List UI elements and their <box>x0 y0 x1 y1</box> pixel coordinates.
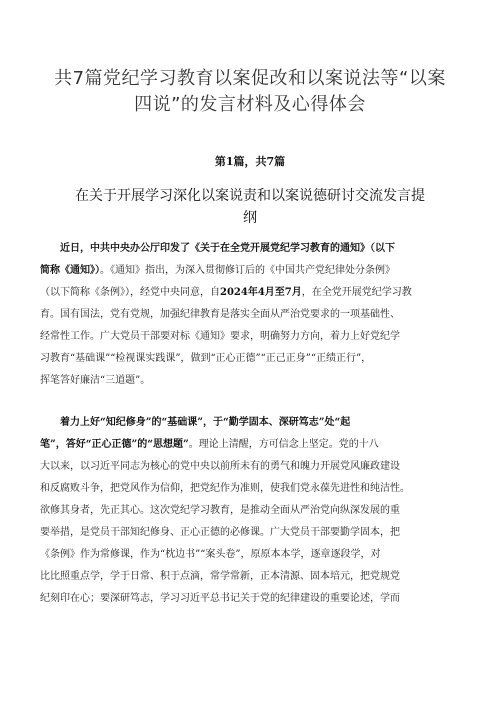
text-run: 和反腐败斗争，把党风作为信仰，把党纪作为准则，使我们党永葆先进性和纯洁性。 <box>40 483 410 494</box>
bold-text-run: 2024年4月至7月 <box>220 287 302 298</box>
text-line <box>40 370 460 392</box>
text-run: 经常性工作。广大党员干部要对标《通知》要求，明确努力方向，着力上好党纪学 <box>40 331 400 342</box>
text-run: 育。国有国法，党有党规，加强纪律教育是落实全面从严治党要求的一项基础性、 <box>40 309 400 320</box>
text-line <box>40 588 460 610</box>
text-line <box>40 456 460 478</box>
text-line <box>40 238 460 260</box>
bold-text-run: 简称《通知》） <box>40 265 100 276</box>
text-run: 比比照重点学，学于日常、积于点滴，常学常新，正本清源、固本培元，把党规党 <box>40 571 400 582</box>
document-title-line: 四说”的发言材料及心得体会 <box>134 94 366 115</box>
text-line <box>40 500 460 522</box>
bold-text-run: 近日，中共中央办公厅印发了《关于在全党开展党纪学习教育的通知》（以下 <box>60 243 395 254</box>
text-line <box>40 304 460 326</box>
text-run: ，在全党开展党纪学习教 <box>301 287 412 298</box>
text-run: 纪刻印在心；要深研笃志，学习习近平总书记关于党的纪律建设的重要论述，学而 <box>40 593 400 604</box>
paragraph-basic-course <box>40 412 460 610</box>
text-run: 要举措，是党员干部知纪修身、正心正德的必修课。广大党员干部要勤学固本，把 <box>40 527 400 538</box>
text-run: 欲修其身者，先正其心。这次党纪学习教育，是推动全面从严治党向纵深发展的重 <box>40 505 400 516</box>
text-run: （以下简称《条例》），经党中央同意，自 <box>40 287 220 298</box>
paragraph-intro <box>40 238 460 392</box>
text-line <box>40 522 460 544</box>
document-title <box>40 66 460 118</box>
bold-text-run: 着力上好“知纪修身”的“基础课”，于“勤学固本、深研笃志”处“起 <box>60 417 351 428</box>
section-number: 第1篇，共7篇 <box>214 155 286 168</box>
speech-title <box>40 185 460 229</box>
text-run: 大以来，以习近平同志为核心的党中央以前所未有的勇气和魄力开展党风廉政建设 <box>40 461 400 472</box>
speech-title-line: 纲 <box>243 210 257 226</box>
text-line <box>40 478 460 500</box>
text-line <box>40 566 460 588</box>
text-run: 习教育“基础课”“检视课实践课”，做到“正心正德”“正己正身”“正绩正行”， <box>40 353 372 364</box>
speech-title-line: 在关于开展学习深化以案说责和以案说德研讨交流发言提 <box>75 188 425 204</box>
text-line <box>40 348 460 370</box>
text-line <box>40 326 460 348</box>
text-run: 。《通知》指出，为深入贯彻修订后的《中国共产党纪律处分条例》 <box>100 265 395 276</box>
text-line <box>40 282 460 304</box>
bold-text-run: 笔”，答好“正心正德”的“思想题” <box>40 439 189 450</box>
text-run: 挥笔答好廉洁“三道题”。 <box>40 375 151 386</box>
text-run: 。理论上清醒，方可信念上坚定。党的十八 <box>188 439 379 450</box>
text-line <box>40 434 460 456</box>
document-title-line: 共7篇党纪学习教育以案促改和以案说法等“以案 <box>54 68 446 89</box>
text-line <box>40 544 460 566</box>
text-run: 《条例》作为常修课，作为“枕边书”“案头卷”，原原本本学，逐章逐段学，对 <box>40 549 381 560</box>
text-line <box>40 412 460 434</box>
text-line <box>40 260 460 282</box>
